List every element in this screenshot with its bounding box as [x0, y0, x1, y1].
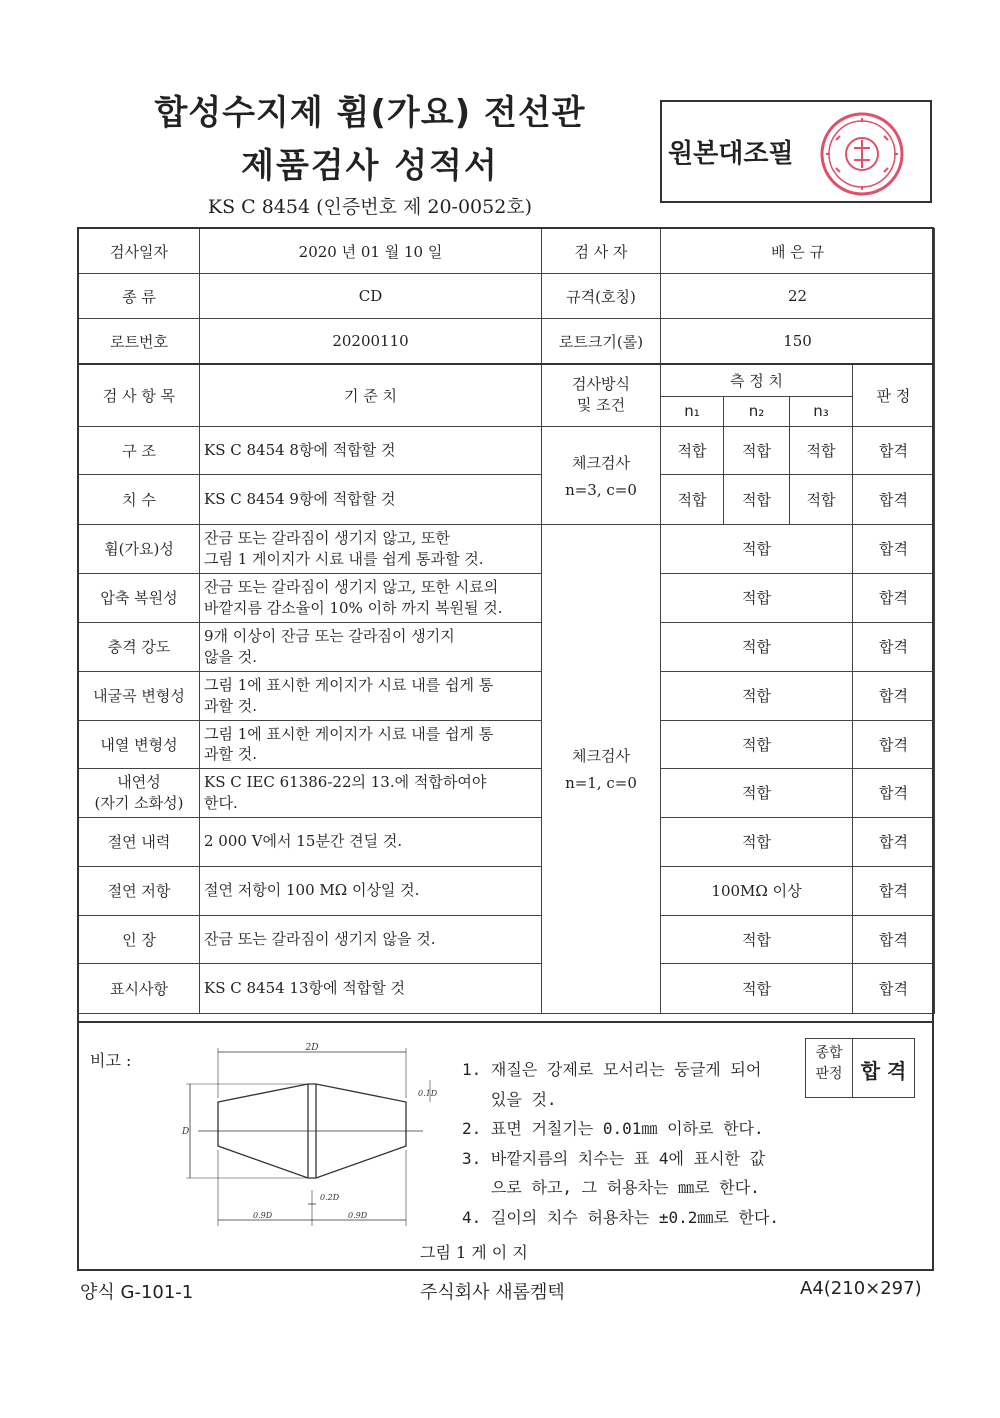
inspector-label: 검 사 자	[542, 229, 661, 274]
method-group1-cond: n=3, c=0	[565, 480, 637, 499]
row-item: 표시사항	[79, 963, 200, 1013]
row-result: 적합	[661, 573, 853, 622]
gauge-label-mid: 0.2D	[320, 1193, 340, 1202]
lot-label: 로트번호	[79, 319, 200, 365]
row-verdict: 합격	[853, 426, 935, 474]
note-line: 3. 바깥지름의 치수는 표 4에 표시한 값	[462, 1148, 766, 1168]
row-verdict: 합격	[853, 573, 935, 622]
remarks-notes	[462, 1055, 779, 1233]
row-item: 절연 내력	[79, 817, 200, 866]
row-result: 적합	[661, 768, 853, 817]
row-item: 내연성 (자기 소화성)	[79, 768, 200, 817]
header-method: 검사방식 및 조건	[542, 364, 661, 426]
method-group1-name: 체크검사	[572, 453, 630, 472]
row-criteria: 2 000 V에서 15분간 견딜 것.	[200, 817, 542, 866]
row-verdict: 합격	[853, 768, 935, 817]
row-result: 적합	[661, 622, 853, 671]
spec-label: 규격(호칭)	[542, 274, 661, 319]
original-certified-label: 원본대조필	[668, 139, 794, 169]
row-result: 적합	[661, 524, 853, 573]
row-verdict: 합격	[853, 622, 935, 671]
note-line: 2. 표면 거칠기는 0.01㎜ 이하로 한다.	[462, 1119, 764, 1139]
gauge-label-top: 2D	[305, 1043, 319, 1053]
header-verdict: 판 정	[853, 364, 935, 426]
type-value: CD	[200, 274, 542, 319]
lot-value: 20200110	[200, 319, 542, 365]
row-item: 구 조	[79, 426, 200, 474]
gauge-label-tip: 0.1D	[418, 1089, 438, 1098]
row-criteria: KS C 8454 13항에 적합할 것	[200, 963, 542, 1013]
lotsize-value: 150	[661, 319, 935, 365]
row-n1: 적합	[661, 426, 724, 474]
overall-label-2: 판정	[815, 1066, 843, 1082]
header-n3: n₃	[790, 396, 853, 426]
row-criteria: 잔금 또는 갈라짐이 생기지 않을 것.	[200, 915, 542, 963]
row-n3: 적합	[790, 474, 853, 524]
gauge-label-side: D	[182, 1127, 190, 1137]
row-item: 치 수	[79, 474, 200, 524]
gauge-label-right: 0.9D	[348, 1211, 368, 1220]
row-verdict: 합격	[853, 915, 935, 963]
overall-label	[805, 1038, 853, 1098]
row-verdict: 합격	[853, 817, 935, 866]
row-item: 압축 복원성	[79, 573, 200, 622]
method-group2	[542, 524, 661, 1013]
type-label: 종 류	[79, 274, 200, 319]
inspection-table	[78, 228, 935, 1014]
row-criteria: KS C 8454 8항에 적합할 것	[200, 426, 542, 474]
spec-value: 22	[661, 274, 935, 319]
paper-size: A4(210×297)	[800, 1278, 922, 1299]
document-title: 합성수지제 휨(가요) 전선관	[154, 93, 586, 133]
date-label: 검사일자	[79, 229, 200, 274]
row-criteria: 잔금 또는 갈라짐이 생기지 않고, 또한 그림 1 게이지가 시료 내를 쉽게 통과할 것.	[200, 524, 542, 573]
row-verdict: 합격	[853, 866, 935, 915]
gauge-caption: 그림 1 게 이 지	[420, 1243, 528, 1262]
lotsize-label: 로트크기(롤)	[542, 319, 661, 365]
row-item: 인 장	[79, 915, 200, 963]
row-n3: 적합	[790, 426, 853, 474]
row-criteria: 그림 1에 표시한 게이지가 시료 내를 쉽게 통 과할 것.	[200, 671, 542, 720]
row-criteria: 잔금 또는 갈라짐이 생기지 않고, 또한 시료의 바깥지름 감소율이 10% 이하 까지 복원될 것.	[200, 573, 542, 622]
overall-label-1: 종합	[815, 1045, 843, 1061]
inspector-value: 배 은 규	[661, 229, 935, 274]
row-verdict: 합격	[853, 524, 935, 573]
row-criteria: KS C 8454 9항에 적합할 것	[200, 474, 542, 524]
note-line: 1. 재질은 강제로 모서리는 둥글게 되어	[462, 1060, 762, 1079]
row-criteria: KS C IEC 61386-22의 13.에 적합하여야 한다.	[200, 768, 542, 817]
gauge-drawing-icon	[168, 1040, 438, 1230]
gauge-label-left: 0.9D	[253, 1211, 273, 1220]
row-item: 휨(가요)성	[79, 524, 200, 573]
row-result: 100MΩ 이상	[661, 866, 853, 915]
header-measured: 측 정 치	[661, 364, 853, 396]
note-line: 으로 하고, 그 허용차는 ㎜로 한다.	[462, 1178, 760, 1198]
header-n1: n₁	[661, 396, 724, 426]
row-result: 적합	[661, 671, 853, 720]
method-group1	[542, 426, 661, 524]
overall-verdict: 합 격	[853, 1038, 915, 1098]
row-result: 적합	[661, 915, 853, 963]
standard-reference: KS C 8454 (인증번호 제 20-0052호)	[207, 196, 533, 218]
method-group2-name: 체크검사	[572, 747, 630, 765]
header-n2: n₂	[724, 396, 790, 426]
row-item: 절연 저항	[79, 866, 200, 915]
row-verdict: 합격	[853, 671, 935, 720]
note-line: 있을 것.	[462, 1089, 557, 1109]
row-item: 내열 변형성	[79, 720, 200, 768]
row-item: 내굴곡 변형성	[79, 671, 200, 720]
company-name: 주식회사 새롬켐텍	[420, 1282, 565, 1303]
row-verdict: 합격	[853, 720, 935, 768]
row-result: 적합	[661, 817, 853, 866]
row-result: 적합	[661, 720, 853, 768]
method-group2-cond: n=1, c=0	[565, 774, 637, 792]
form-number: 양식 G-101-1	[80, 1282, 194, 1303]
row-result: 적합	[661, 963, 853, 1013]
row-verdict: 합격	[853, 474, 935, 524]
header-item: 검 사 항 목	[79, 364, 200, 426]
row-criteria: 9개 이상이 잔금 또는 갈라짐이 생기지 않을 것.	[200, 622, 542, 671]
date-value: 2020 년 01 월 10 일	[200, 229, 542, 274]
row-n2: 적합	[724, 426, 790, 474]
row-item: 충격 강도	[79, 622, 200, 671]
row-criteria: 절연 저항이 100 MΩ 이상일 것.	[200, 866, 542, 915]
company-seal-icon	[818, 110, 906, 198]
header-criteria: 기 준 치	[200, 364, 542, 426]
row-n2: 적합	[724, 474, 790, 524]
row-criteria: 그림 1에 표시한 게이지가 시료 내를 쉽게 통 과할 것.	[200, 720, 542, 768]
document-subtitle-title: 제품검사 성적서	[241, 146, 499, 186]
row-n1: 적합	[661, 474, 724, 524]
note-line: 4. 길이의 치수 허용차는 ±0.2㎜로 한다.	[462, 1207, 780, 1227]
row-verdict: 합격	[853, 963, 935, 1013]
remarks-label: 비고 :	[90, 1051, 132, 1070]
